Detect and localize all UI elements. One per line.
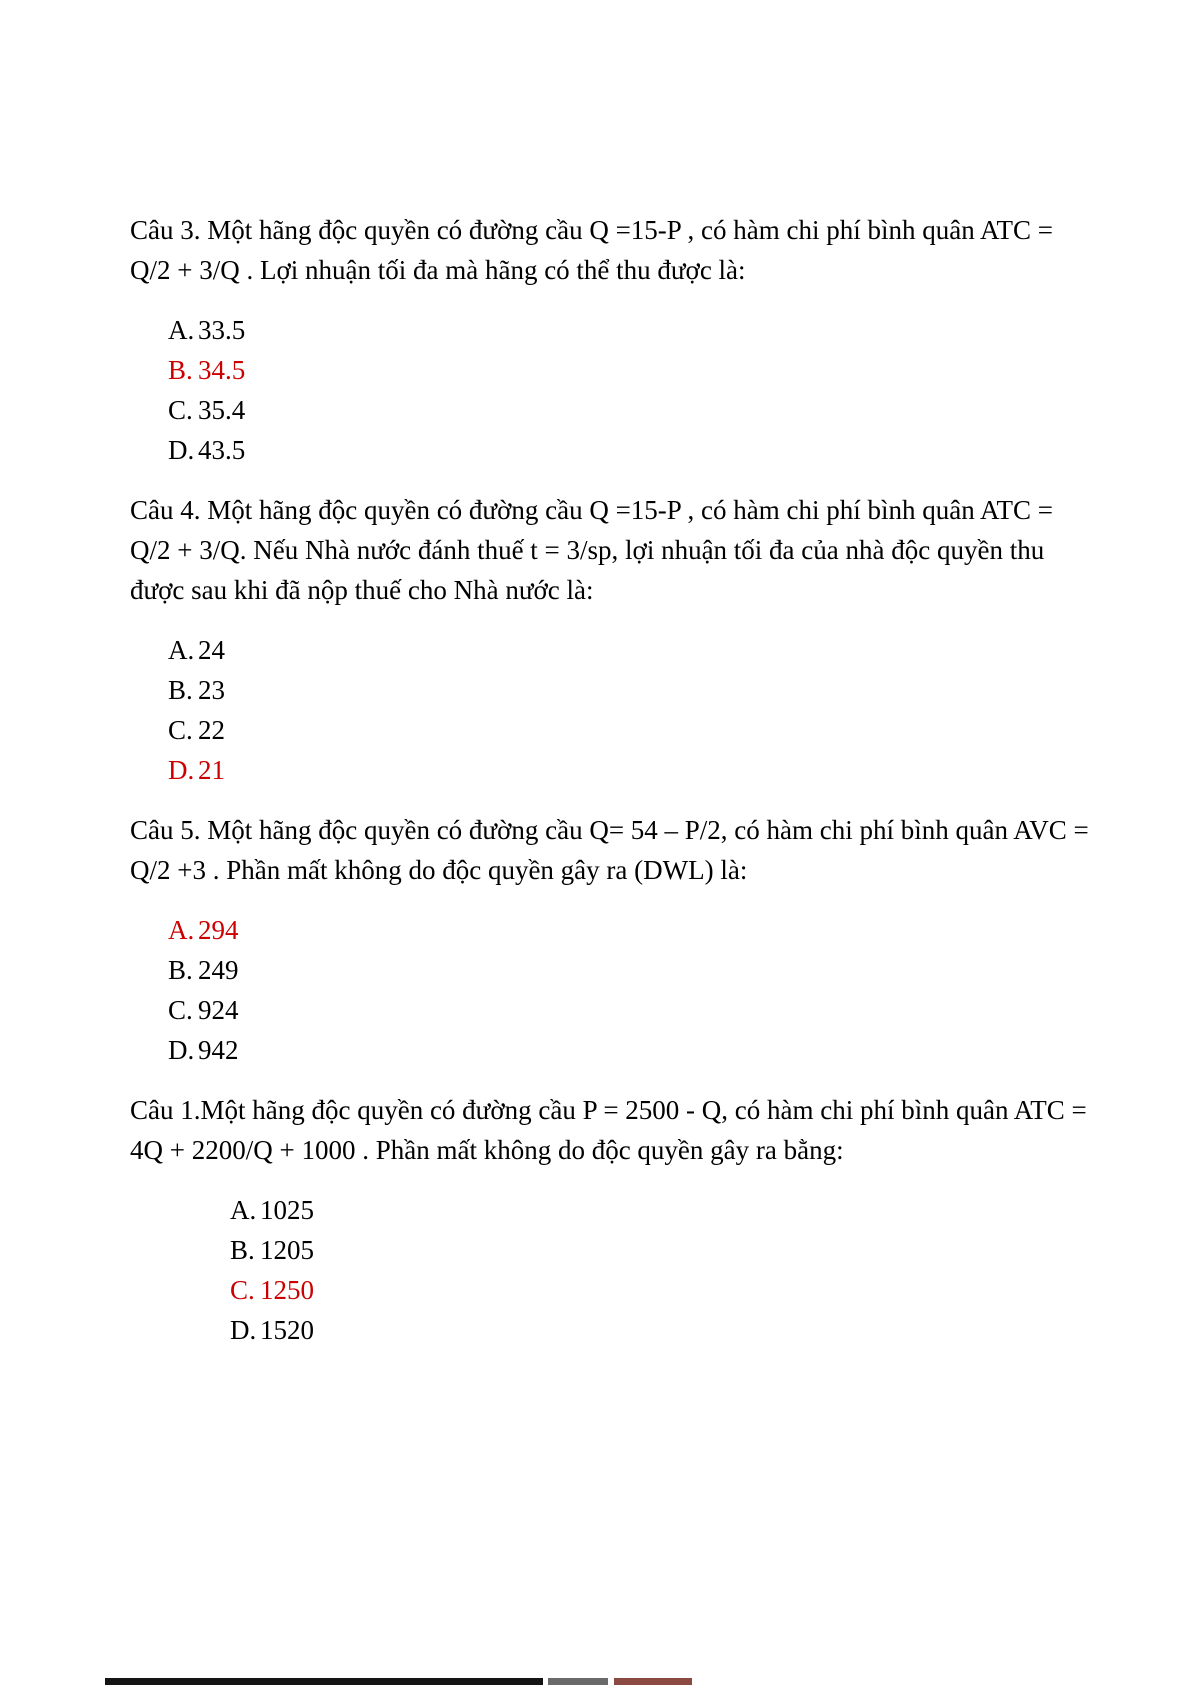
option-label: A. [168, 635, 195, 665]
question-stem [130, 210, 1081, 290]
question-block-cau1 [130, 1090, 1087, 1350]
question-stem [130, 810, 1089, 890]
option-text: 1025 [260, 1195, 314, 1225]
question-block-cau3 [130, 210, 1081, 470]
option-d [168, 1030, 1081, 1070]
option-label: D. [168, 1035, 195, 1065]
question-block-cau5 [130, 810, 1089, 1070]
option-a [168, 310, 1081, 350]
question-stem [130, 1090, 1087, 1170]
option-d [230, 1310, 1081, 1350]
option-text: 21 [198, 755, 225, 785]
stem-line: Q/2 +3 . Phần mất không do độc quyền gây ra (DWL) là: [130, 855, 748, 885]
option-label: B. [230, 1235, 255, 1265]
option-label: D. [168, 435, 195, 465]
options-list [230, 1190, 1081, 1350]
option-label: A. [168, 315, 195, 345]
option-label: B. [168, 675, 193, 705]
option-b [168, 670, 1081, 710]
option-c [168, 390, 1081, 430]
option-text: 34.5 [198, 355, 246, 385]
option-text: 294 [198, 915, 239, 945]
option-b [168, 950, 1081, 990]
option-a [168, 910, 1081, 950]
option-label: D. [230, 1315, 257, 1345]
option-label: A. [168, 915, 195, 945]
option-label: C. [168, 715, 193, 745]
option-text: 23 [198, 675, 225, 705]
option-label: D. [168, 755, 195, 785]
options-list [168, 630, 1081, 790]
option-text: 249 [198, 955, 239, 985]
option-label: C. [168, 395, 193, 425]
footer-bar [105, 1678, 543, 1685]
stem-line: Câu 1.Một hãng độc quyền có đường cầu P = 2500 - Q, có hàm chi phí bình quân ATC = [130, 1095, 1087, 1125]
stem-line: Câu 5. Một hãng độc quyền có đường cầu Q= 54 – P/2, có hàm chi phí bình quân AVC = [130, 815, 1089, 845]
option-d [168, 430, 1081, 470]
option-b [230, 1230, 1081, 1270]
question-block-cau4 [130, 490, 1081, 790]
stem-line: 4Q + 2200/Q + 1000 . Phần mất không do độc quyền gây ra bằng: [130, 1135, 844, 1165]
option-c [168, 990, 1081, 1030]
option-text: 43.5 [198, 435, 246, 465]
option-label: A. [230, 1195, 257, 1225]
option-text: 942 [198, 1035, 239, 1065]
option-text: 24 [198, 635, 225, 665]
option-b [168, 350, 1081, 390]
footer-text-fragment [614, 1678, 692, 1685]
option-label: C. [168, 995, 193, 1025]
option-d [168, 750, 1081, 790]
stem-line: được sau khi đã nộp thuế cho Nhà nước là: [130, 575, 594, 605]
option-a [230, 1190, 1081, 1230]
stem-line: Q/2 + 3/Q. Nếu Nhà nước đánh thuế t = 3/sp, lợi nhuận tối đa của nhà độc quyền thu [130, 535, 1045, 565]
stem-line: Câu 3. Một hãng độc quyền có đường cầu Q =15-P , có hàm chi phí bình quân ATC = [130, 215, 1053, 245]
option-label: B. [168, 355, 193, 385]
option-a [168, 630, 1081, 670]
option-label: C. [230, 1275, 255, 1305]
question-stem [130, 490, 1081, 610]
stem-line: Câu 4. Một hãng độc quyền có đường cầu Q =15-P , có hàm chi phí bình quân ATC = [130, 495, 1053, 525]
option-c [168, 710, 1081, 750]
option-text: 1205 [260, 1235, 314, 1265]
options-list [168, 910, 1081, 1070]
footer-text-fragment [548, 1678, 608, 1685]
option-text: 1520 [260, 1315, 314, 1345]
option-text: 924 [198, 995, 239, 1025]
option-text: 22 [198, 715, 225, 745]
option-c [230, 1270, 1081, 1310]
option-text: 33.5 [198, 315, 246, 345]
option-text: 35.4 [198, 395, 246, 425]
option-label: B. [168, 955, 193, 985]
option-text: 1250 [260, 1275, 314, 1305]
options-list [168, 310, 1081, 470]
stem-line: Q/2 + 3/Q . Lợi nhuận tối đa mà hãng có thể thu được là: [130, 255, 746, 285]
